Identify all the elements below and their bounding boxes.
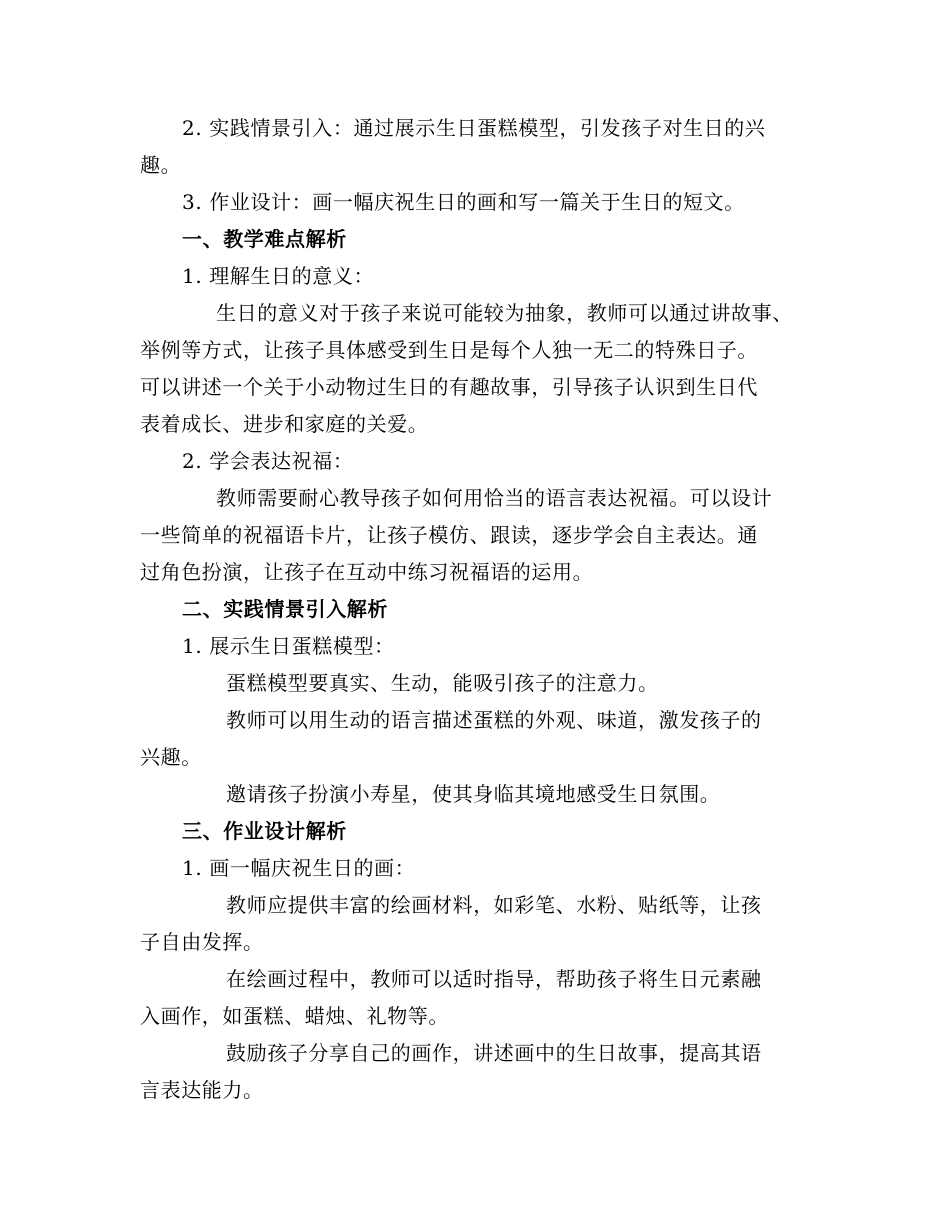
text-line: 鼓励孩子分享自己的画作，讲述画中的生日故事，提高其语 (226, 1041, 762, 1065)
text-line: 教师需要耐心教导孩子如何用恰当的语言表达祝福。可以设计 (216, 486, 773, 510)
text-line: 2. 实践情景引入：通过展示生日蛋糕模型，引发孩子对生日的兴 (182, 116, 766, 140)
text-line: 子自由发挥。 (140, 930, 264, 954)
text-line: 入画作，如蛋糕、蜡烛、礼物等。 (140, 1004, 449, 1028)
text-line: 举例等方式，让孩子具体感受到生日是每个人独一无二的特殊日子。 (140, 338, 758, 362)
text-line: 言表达能力。 (140, 1078, 264, 1102)
section-heading: 三、作业设计解析 (182, 819, 347, 843)
text-line: 表着成长、进步和家庭的关爱。 (140, 412, 429, 436)
text-line: 教师可以用生动的语言描述蛋糕的外观、味道，激发孩子的 (226, 708, 762, 732)
text-line: 蛋糕模型要真实、生动，能吸引孩子的注意力。 (226, 671, 659, 695)
text-line: 1. 展示生日蛋糕模型： (182, 634, 395, 658)
text-line: 可以讲述一个关于小动物过生日的有趣故事，引导孩子认识到生日代 (140, 375, 758, 399)
text-line: 生日的意义对于孩子来说可能较为抽象，教师可以通过讲故事、 (216, 301, 793, 325)
text-line: 过角色扮演，让孩子在互动中练习祝福语的运用。 (140, 560, 594, 584)
section-heading: 一、教学难点解析 (182, 227, 347, 251)
section-heading: 二、实践情景引入解析 (182, 597, 388, 621)
text-line: 1. 理解生日的意义： (182, 264, 375, 288)
text-line: 一些简单的祝福语卡片，让孩子模仿、跟读，逐步学会自主表达。通 (140, 523, 758, 547)
text-line: 在绘画过程中，教师可以适时指导，帮助孩子将生日元素融 (226, 967, 762, 991)
text-line: 2. 学会表达祝福： (182, 449, 354, 473)
text-line: 教师应提供丰富的绘画材料，如彩笔、水粉、贴纸等，让孩 (226, 893, 762, 917)
text-line: 3. 作业设计：画一幅庆祝生日的画和写一篇关于生日的短文。 (182, 190, 745, 214)
text-line: 兴趣。 (140, 745, 202, 769)
text-line: 邀请孩子扮演小寿星，使其身临其境地感受生日氛围。 (226, 782, 721, 806)
text-line: 1. 画一幅庆祝生日的画： (182, 856, 416, 880)
text-line: 趣。 (140, 153, 182, 177)
